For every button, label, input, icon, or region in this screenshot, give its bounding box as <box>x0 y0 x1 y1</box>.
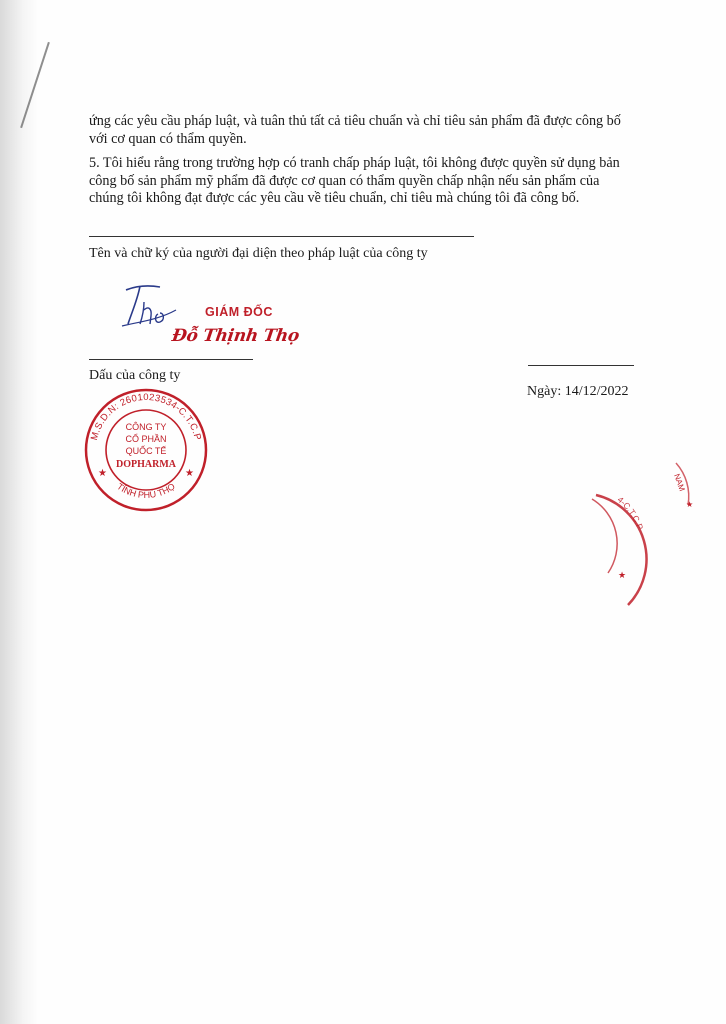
date-label: Ngày: 14/12/2022 <box>527 384 629 399</box>
director-title: GIÁM ĐỐC <box>205 305 273 319</box>
page-edge-shadow <box>0 0 38 1024</box>
svg-text:DOPHARMA: DOPHARMA <box>116 459 176 470</box>
divider-line <box>89 359 253 360</box>
text-line: với cơ quan có thẩm quyền. <box>89 130 247 147</box>
svg-text:QUỐC TẾ: QUỐC TẾ <box>125 446 167 456</box>
handwritten-signature <box>118 280 178 330</box>
representative-label: Tên và chữ ký của người đại diện theo pháp luật của công ty <box>89 246 428 261</box>
svg-text:★: ★ <box>185 468 194 479</box>
svg-text:★: ★ <box>686 500 694 509</box>
svg-text:4-C.T.C.P: 4-C.T.C.P <box>615 494 646 532</box>
commitment-paragraph-5 <box>89 155 639 208</box>
text-line: chúng tôi không đạt được các yêu cầu về tiêu chuẩn, chỉ tiêu mà chúng tôi đã công bố. <box>89 190 580 206</box>
seal-label: Dấu của công ty <box>89 368 181 383</box>
text-line: ứng các yêu cầu pháp luật, và tuân thủ tất cả tiêu chuẩn và chỉ tiêu sản phẩm đã được công bố <box>89 113 621 129</box>
divider-line <box>89 236 474 237</box>
svg-text:NAM: NAM <box>672 472 687 493</box>
svg-text:M.S.D.N: 2601023534-C.T.C.P: M.S.D.N: 2601023534-C.T.C.P <box>88 392 204 442</box>
svg-text:CÔNG TY: CÔNG TY <box>125 422 167 432</box>
svg-text:★: ★ <box>618 571 627 581</box>
director-name: Đỗ Thịnh Thọ <box>170 326 301 346</box>
company-seal <box>84 388 208 512</box>
svg-text:CỔ PHẦN: CỔ PHẦN <box>125 434 167 444</box>
text-line: công bố sản phẩm mỹ phẩm đã được cơ quan có thẩm quyền chấp nhận nếu sản phẩm của <box>89 172 600 189</box>
partial-seal-bleedthrough <box>588 455 726 615</box>
commitment-paragraph-4-end <box>89 113 639 148</box>
text-line: 5. Tôi hiểu rằng trong trường hợp có tranh chấp pháp luật, tôi không được quyền sử dụng bản <box>89 155 620 171</box>
svg-text:TỈNH PHÚ THỌ: TỈNH PHÚ THỌ <box>115 481 177 501</box>
date-line <box>528 365 634 366</box>
svg-text:★: ★ <box>98 468 107 479</box>
